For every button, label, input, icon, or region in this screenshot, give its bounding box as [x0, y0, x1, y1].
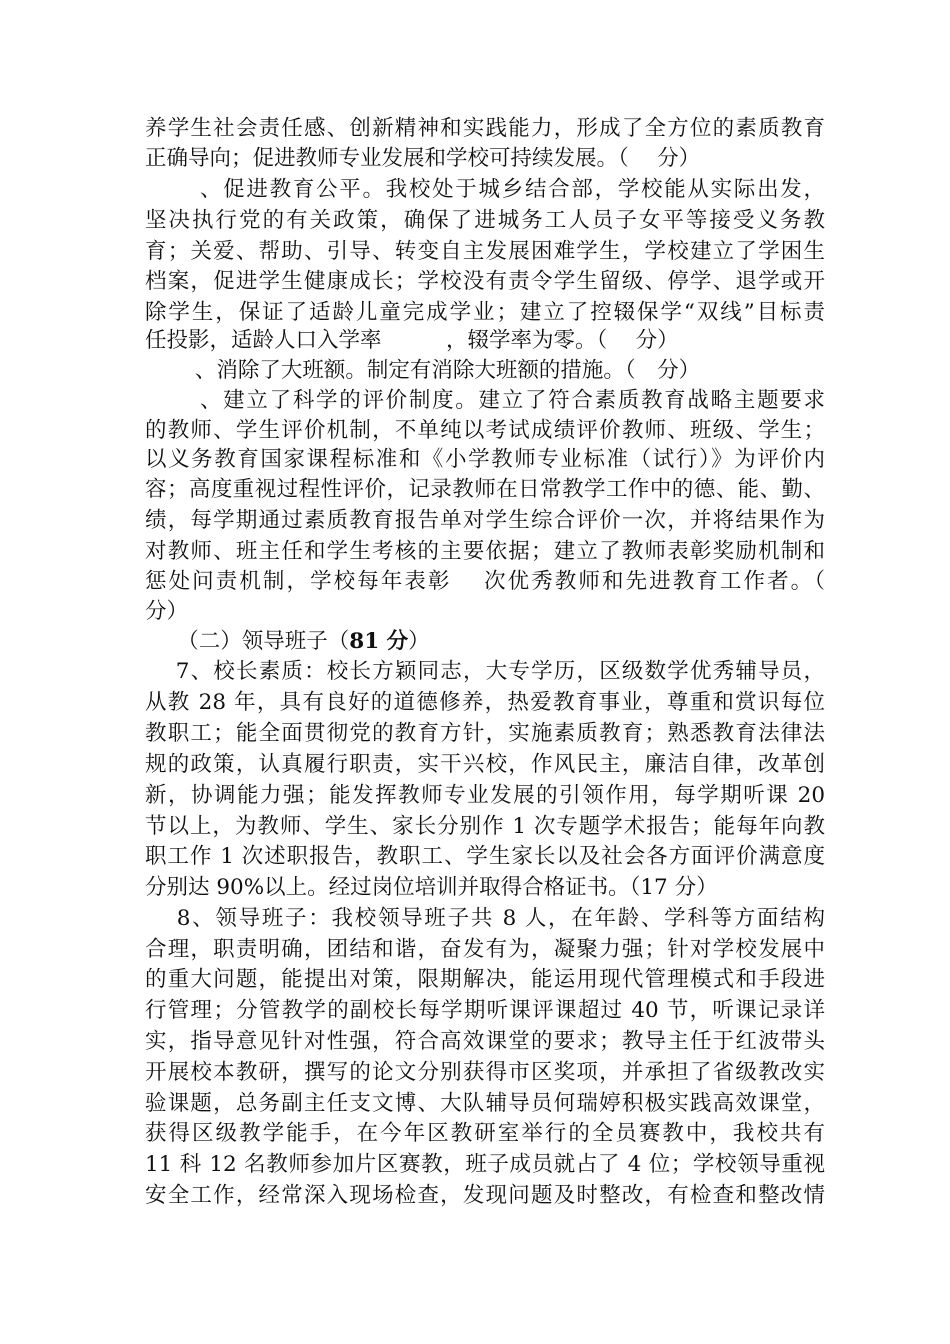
- text-line: 育；关爱、帮助、引导、转变自主发展困难学生，学校建立了学困生: [145, 239, 825, 264]
- text-line: 安全工作，经常深入现场检查，发现问题及时整改，有检查和整改情: [145, 1183, 825, 1208]
- text-line: 、促进教育公平。我校处于城乡结合部，学校能从实际出发，: [145, 177, 825, 202]
- text-line: 正确导向；促进教师专业发展和学校可持续发展。（ 分）: [145, 146, 701, 171]
- text-line: 从教 28 年，具有良好的道德修养，热爱教育事业，尊重和赏识每位: [145, 690, 825, 715]
- text-line: 容；高度重视过程性评价，记录教师在日常教学工作中的德、能、勤、: [145, 477, 825, 502]
- text-line: 职工作 1 次述职报告，教职工、学生家长以及社会各方面评价满意度: [145, 844, 825, 869]
- text-line: 获得区级教学能手，在今年区教研室举行的全员赛教中，我校共有: [145, 1121, 825, 1146]
- text-line: 坚决执行党的有关政策，确保了进城务工人员子女平等接受义务教: [145, 208, 825, 233]
- section-heading-score: 81 分: [349, 629, 409, 654]
- text-line: 以义务教育国家课程标准和《小学教师专业标准（试行）》为评价内: [145, 447, 825, 472]
- text-line: 绩，每学期通过素质教育报告单对学生综合评价一次，并将结果作为: [145, 508, 825, 533]
- section-heading-close: ）: [408, 629, 430, 654]
- text-line: 的重大问题，能提出对策，限期解决，能运用现代管理模式和手段进: [145, 967, 825, 992]
- text-line: 养学生社会责任感、创新精神和实践能力，形成了全方位的素质教育: [145, 116, 825, 141]
- text-line: 11 科 12 名教师参加片区赛教，班子成员就占了 4 位；学校领导重视: [145, 1152, 825, 1177]
- text-line: 除学生，保证了适龄儿童完成学业；建立了控辍保学“双线”目标责: [145, 300, 825, 325]
- text-line: 节以上，为教师、学生、家长分别作 1 次专题学术报告；能每年向教: [145, 814, 825, 839]
- text-line: 8、领导班子：我校领导班子共 8 人，在年龄、学科等方面结构: [145, 906, 825, 931]
- text-line: 规的政策，认真履行职责，实干兴校，作风民主，廉洁自律，改革创: [145, 752, 825, 777]
- text-line: 、建立了科学的评价制度。建立了符合素质教育战略主题要求: [145, 388, 825, 413]
- text-line: 分别达 90%以上。经过岗位培训并取得合格证书。（17 分）: [145, 875, 718, 900]
- text-line: 验课题，总务副主任支文博、大队辅导员何瑞婷积极实践高效课堂，: [145, 1091, 825, 1116]
- text-line: 开展校本教研，撰写的论文分别获得市区奖项，并承担了省级教改实: [145, 1060, 825, 1085]
- text-line: 的教师、学生评价机制，不单纯以考试成绩评价教师、班级、学生；: [145, 418, 825, 443]
- text-line: 任投影，适龄人口入学率 ，辍学率为零。（ 分）: [145, 328, 679, 353]
- text-line: 合理，职责明确，团结和谐，奋发有为，凝聚力强；针对学校发展中: [145, 937, 825, 962]
- section-heading-text: （二）领导班子（: [145, 629, 350, 654]
- text-line: 教职工；能全面贯彻党的教育方针，实施素质教育；熟悉教育法律法: [145, 721, 825, 746]
- text-line: 行管理；分管教学的副校长每学期听课评课超过 40 节，听课记录详: [145, 998, 825, 1023]
- text-line: 7、校长素质：校长方颖同志，大专学历，区级数学优秀辅导员，: [145, 659, 825, 684]
- text-line: 惩处问责机制，学校每年表彰 次优秀教师和先进教育工作者。（: [145, 569, 825, 594]
- text-line: 档案，促进学生健康成长；学校没有责令学生留级、停学、退学或开: [145, 269, 825, 294]
- text-line: 新，协调能力强；能发挥教师专业发展的引领作用，每学期听课 20: [145, 783, 825, 808]
- text-line: 对教师、班主任和学生考核的主要依据；建立了教师表彰奖励机制和: [145, 539, 825, 564]
- section-heading: [145, 626, 825, 658]
- text-line: 实，指导意见针对性强，符合高效课堂的要求；教导主任于红波带头: [145, 1029, 825, 1054]
- text-line: 、消除了大班额。制定有消除大班额的措施。（ 分）: [145, 358, 701, 383]
- text-line: 分）: [145, 599, 189, 624]
